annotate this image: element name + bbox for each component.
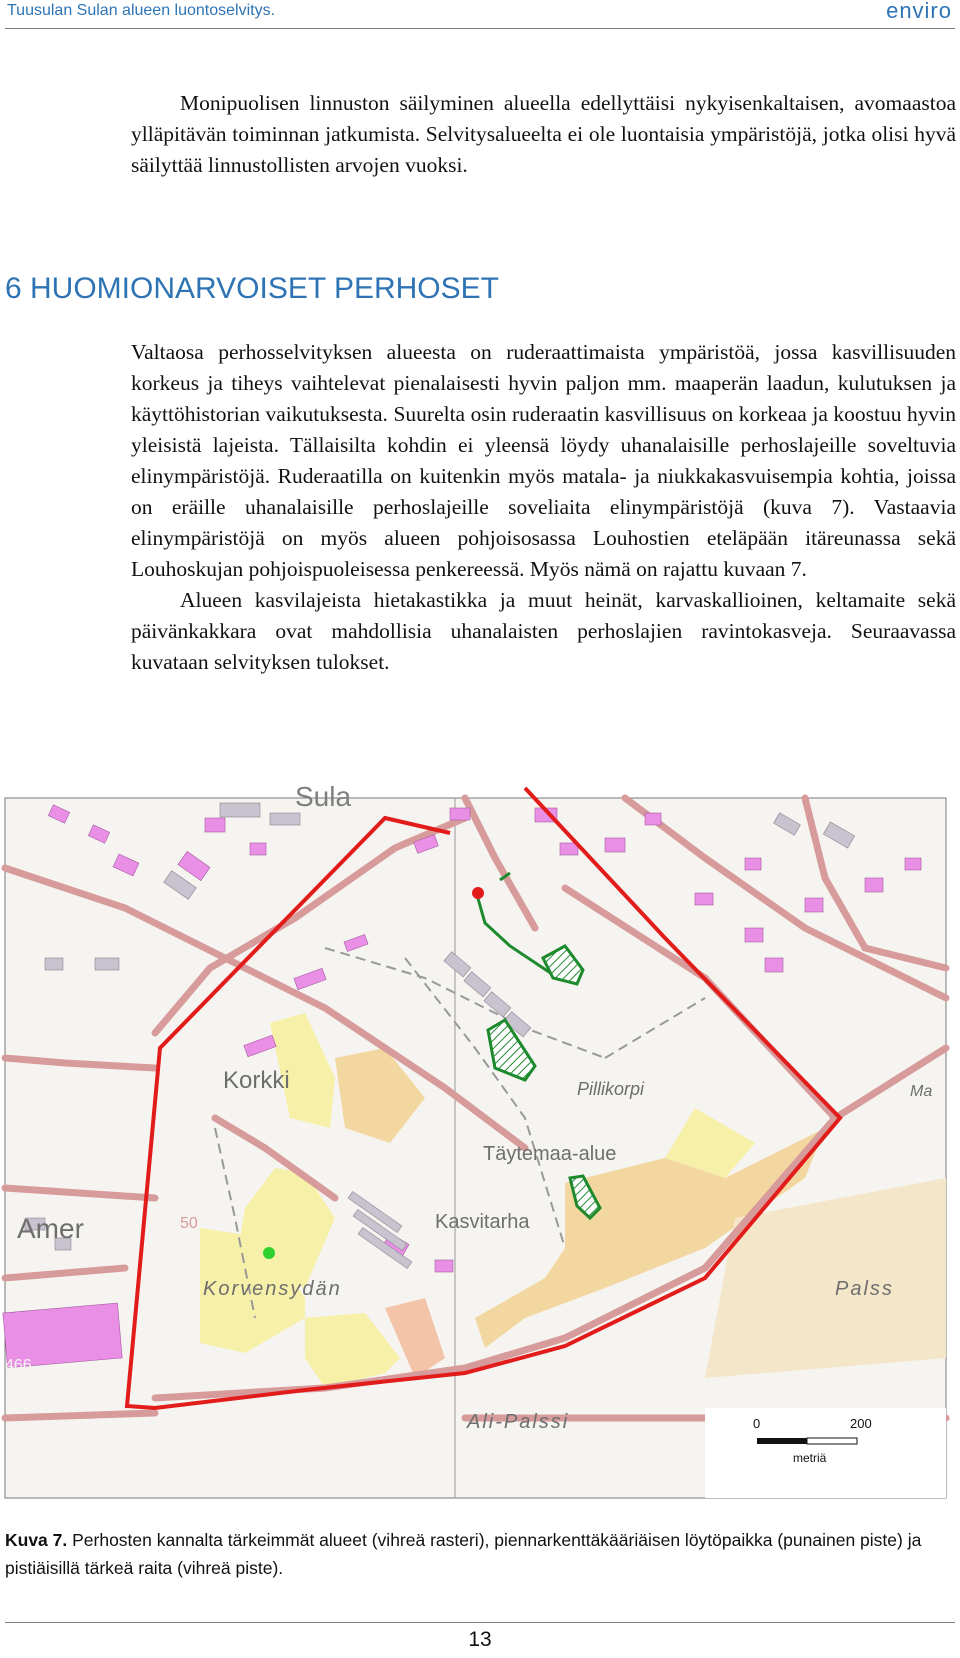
body-paragraph-2: Alueen kasvilajeista hietakastikka ja muut heinät, karvaskallioinen, keltamaite sekä päivänkakkara ovat mahdollisia uhanalaisten perhoslajien ravintokasveja. Seuraavassa kuvataan selvityksen tulokset. — [131, 588, 956, 674]
map-label-ma: Ma — [910, 1083, 933, 1100]
header-divider — [5, 28, 955, 29]
map-label-pillikorpi: Pillikorpi — [577, 1079, 645, 1099]
scale-end: 200 — [850, 1416, 872, 1431]
caption-label: Kuva 7. — [5, 1530, 68, 1550]
footer-divider — [5, 1622, 955, 1623]
map-label-466: 466 — [5, 1357, 32, 1374]
green-point-find — [263, 1247, 275, 1259]
figure-caption — [5, 1526, 953, 1582]
caption-text: Perhosten kannalta tärkeimmät alueet (vihreä rasteri), piennarkenttäkääriäisen löytöpaikka (punainen piste) ja pistiäisillä tärkeä raita (vihreä piste). — [5, 1530, 922, 1578]
map-label-kasvitarha: Kasvitarha — [435, 1211, 530, 1233]
section-heading: 6 HUOMIONARVOISET PERHOSET — [5, 272, 499, 305]
map-label-korkki: Korkki — [223, 1067, 290, 1094]
intro-paragraph — [131, 88, 956, 181]
header-title: Tuusulan Sulan alueen luontoselvitys. — [7, 2, 276, 19]
intro-text: Monipuolisen linnuston säilyminen alueella edellyttäisi nykyisenkaltaisen, avomaastoa ylläpitävän toiminnan jatkumista. Selvitysalueelta ei ole luontaisia ympäristöjä, jotka olisi hyvä säilyttää linnustollisten arvojen vuoksi. — [131, 91, 956, 177]
map-label-amer: Amer — [17, 1213, 84, 1244]
red-point-find — [472, 887, 484, 899]
scale-start: 0 — [753, 1416, 761, 1431]
map-label-taytemaa: Täytemaa-alue — [483, 1143, 617, 1165]
survey-map — [5, 781, 946, 1498]
map-label-sula: Sula — [295, 781, 352, 812]
page-number: 13 — [468, 1628, 492, 1651]
enviro-logo: enviro — [886, 0, 952, 23]
scale-unit: metriä — [793, 1451, 827, 1465]
map-label-korvensydan: Korvensydän — [203, 1278, 342, 1300]
scale-bar — [705, 1408, 946, 1498]
map-label-50: 50 — [180, 1215, 198, 1232]
map-label-palss: Palss — [835, 1278, 894, 1300]
body-paragraph-1: Valtaosa perhosselvityksen alueesta on ruderaattimaista ympäristöä, jossa kasvillisuuden korkeus ja tiheys vaihtelevat pienalaisesti hyvin paljon mm. maaperän laadun, kulutuksen ja käyttöhistorian vaikutuksesta. Suurelta osin ruderaatin kasvillisuus on korkeaa ja koostuu hyvin yleisistä lajeista. Tällaisilta kohdin ei yleensä löydy uhanalaisille perhoslajeille soveltuvia elinympäristöjä. Ruderaatilla on kuitenkin myös matala- ja niukkakasvuisempia kohtia, joissa on eräille uhanalaisille perhoslajeille soveliaita elinympäristöjä (kuva 7). Vastaavia elinympäristöjä on myös alueen pohjoisosassa Louhostien eteläpään itäreunassa sekä Louhoskujan pohjoispuoleisessa penkereessä. Myös nämä on rajattu kuvaan 7. — [131, 340, 956, 581]
map-label-alipalssi: Ali-Palssi — [467, 1411, 570, 1433]
body-text — [131, 337, 956, 678]
